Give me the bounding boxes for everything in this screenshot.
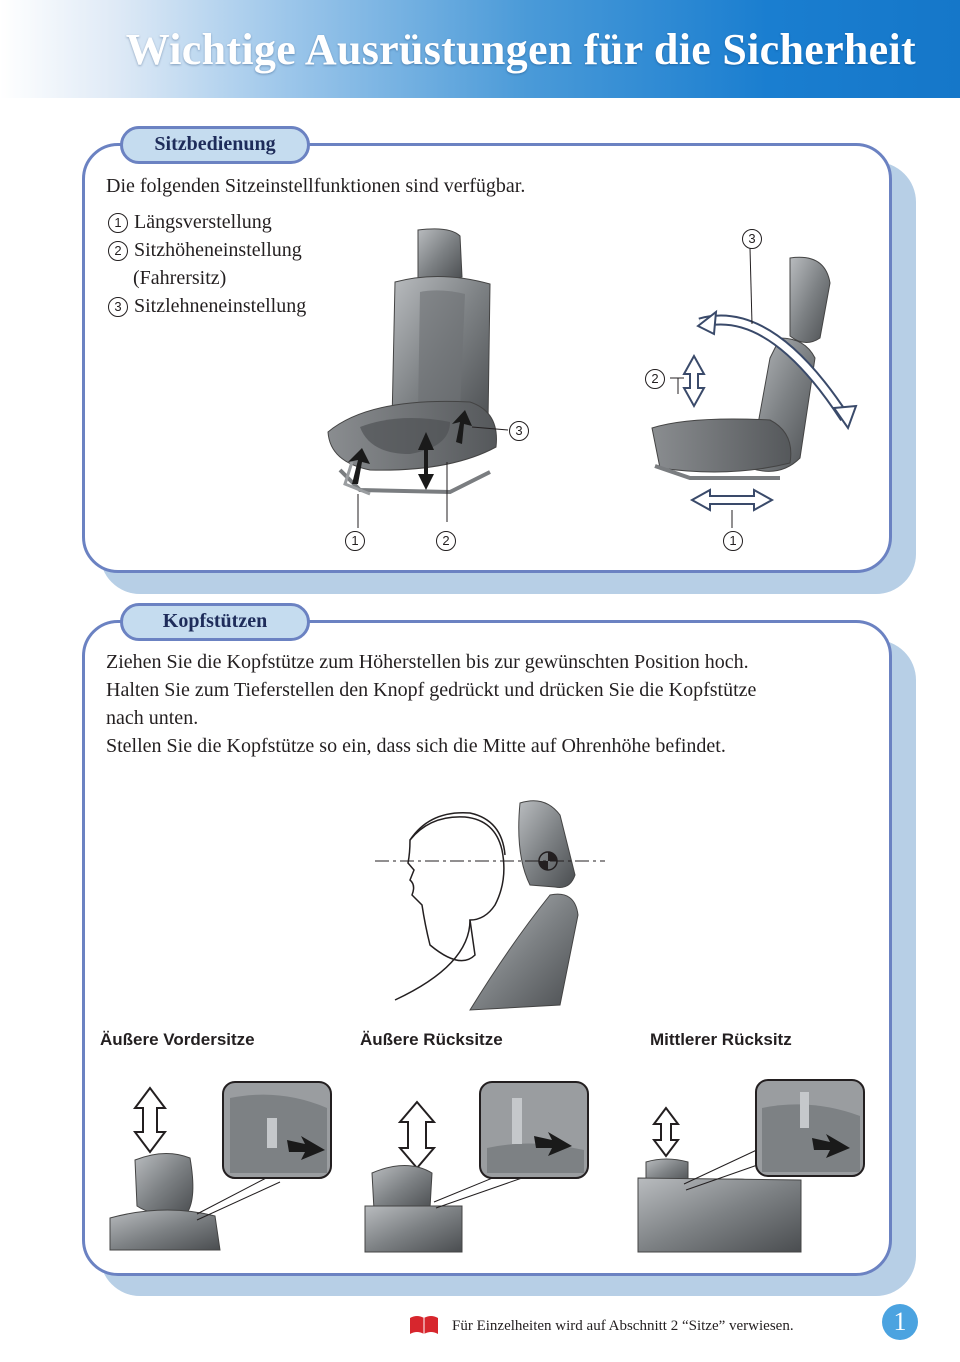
front-headrest-illustration	[105, 1078, 335, 1254]
book-icon	[408, 1314, 440, 1336]
callout-3-side: 3	[742, 229, 762, 249]
footer-reference-note: Für Einzelheiten wird auf Abschnitt 2 “Sitze” verwiesen.	[452, 1318, 794, 1334]
label-rear-center-seat: Mittlerer Rücksitz	[650, 1030, 792, 1049]
label-rear-outer-seats: Äußere Rücksitze	[360, 1030, 503, 1049]
callout-3: 3	[509, 421, 529, 441]
list-item: 1 Längsverstellung	[108, 208, 306, 236]
label-front-seats: Äußere Vordersitze	[100, 1030, 255, 1049]
section1-intro: Die folgenden Sitzeinstellfunktionen sind verfügbar.	[106, 175, 526, 197]
instruction-line: nach unten.	[106, 707, 199, 729]
page-title: Wichtige Ausrüstungen für die Sicherheit	[125, 25, 916, 74]
callout-number: 1	[108, 213, 128, 233]
seat-function-list	[108, 208, 306, 320]
callout-1-side: 1	[723, 531, 743, 551]
head-headrest-illustration	[370, 795, 610, 1015]
section2-tab: Kopfstützen	[120, 603, 310, 641]
callout-number: 2	[108, 241, 128, 261]
page-number-badge: 1	[882, 1304, 918, 1340]
header-banner	[0, 0, 960, 98]
instruction-line: Stellen Sie die Kopfstütze so ein, dass sich die Mitte auf Ohrenhöhe befindet.	[106, 735, 726, 757]
list-item: (Fahrersitz)	[133, 267, 227, 289]
section1-tab: Sitzbedienung	[120, 126, 310, 164]
side-seat-illustration	[630, 228, 870, 528]
list-item: 2 Sitzhöheneinstellung	[108, 236, 306, 264]
instruction-line: Ziehen Sie die Kopfstütze zum Höherstellen bis zur gewünschten Position hoch.	[106, 651, 749, 673]
callout-2: 2	[436, 531, 456, 551]
front-seat-illustration	[300, 222, 550, 562]
list-item: 3 Sitzlehneneinstellung	[108, 292, 306, 320]
rear-center-headrest-illustration	[636, 1078, 868, 1254]
callout-1: 1	[345, 531, 365, 551]
callout-number: 3	[108, 297, 128, 317]
headrest-instructions	[106, 648, 756, 760]
rear-outer-headrest-illustration	[362, 1078, 592, 1254]
instruction-line: Halten Sie zum Tieferstellen den Knopf gedrückt und drücken Sie die Kopfstütze	[106, 679, 757, 701]
callout-2-side: 2	[645, 369, 665, 389]
